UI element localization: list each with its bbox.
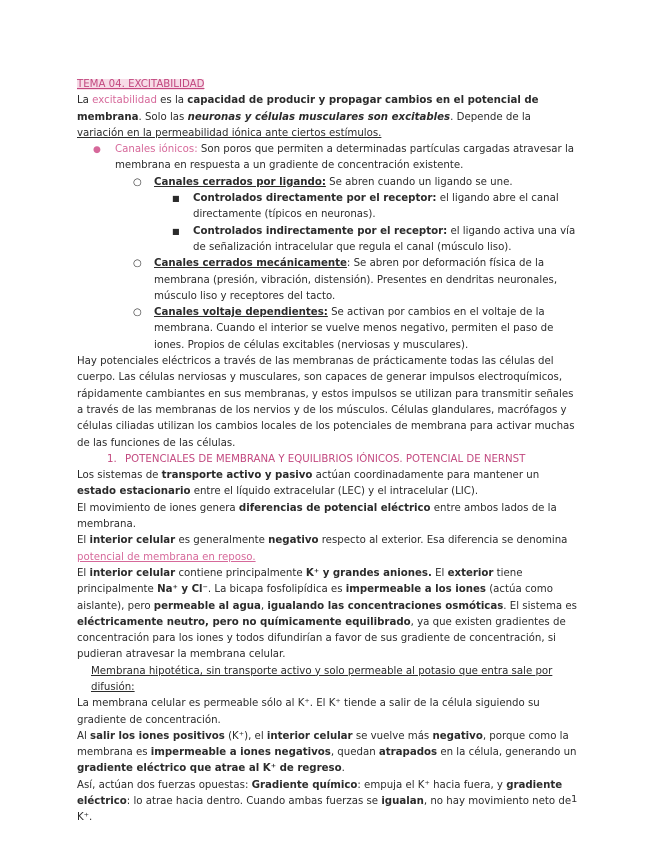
page-title: TEMA 04. EXCITABILIDAD	[77, 79, 205, 90]
bullet-circle-icon: ○	[133, 258, 142, 270]
paragraph-potenciales: Hay potenciales eléctricos a través de las membranas de prácticamente todas las células del cuerpo. Las células nerviosas y musculares, son capaces de generar impulsos electroquímicos, rápidamente cambiantes en sus membranas, y estos impulsos se utilizan para transmitir señales a través de las membranas de los nervios y de los músculos. Células glandulares, macrófagos y células ciliadas utilizan los cambios locales de los potenciales de membrana para activar muchas de las funciones de las células.	[77, 356, 575, 449]
intro-paragraph: La excitabilidad es la capacidad de producir y propagar cambios en el potencial de membrana. Solo las neuronas y células musculares son excitables. Depende de la variación en la permeabilidad iónica ante ciertos estímulos.	[77, 95, 539, 139]
paragraph-interior: El interior celular es generalmente negativo respecto al exterior. Esa diferencia se denomina potencial de membrana en reposo.	[77, 535, 568, 563]
bullet-square-icon: ■	[172, 226, 180, 236]
section-heading-1: 1. POTENCIALES DE MEMBRANA Y EQUILIBRIOS IÓNICOS. POTENCIAL DE NERNST	[107, 453, 526, 465]
document-page	[77, 77, 577, 827]
list-item-indirecto: ■ Controlados indirectamente por el receptor: el ligando activa una vía de señalización intracelular que regula el canal (músculo liso).	[172, 225, 576, 253]
bullet-circle-icon: ○	[133, 307, 142, 319]
list-item-canales-ionicos: ● Canales iónicos: Son poros que permiten a determinadas partículas cargadas atravesar la membrana en respuesta a un gradiente de concentración existente.	[93, 144, 575, 172]
bullet-circle-icon: ○	[133, 176, 142, 188]
paragraph-permeable-k: La membrana celular es permeable sólo al K⁺. El K⁺ tiende a salir de la célula siguiendo su gradiente de concentración.	[77, 698, 540, 726]
paragraph-fuerzas: Así, actúan dos fuerzas opuestas: Gradiente químico: empuja el K⁺ hacia fuera, y gradiente eléctrico: lo atrae hacia dentro. Cuando ambas fuerzas se igualan, no hay movimiento neto de K⁺.	[77, 779, 572, 824]
paragraph-movimiento: El movimiento de iones genera diferencias de potencial eléctrico entre ambos lados de la membrana.	[77, 502, 557, 531]
bullet-disc-icon: ●	[93, 145, 101, 156]
page-number: 1	[571, 794, 578, 805]
paragraph-transporte: Los sistemas de transporte activo y pasivo actúan coordinadamente para mantener un estado estacionario entre el líquido extracelular (LEC) y el intracelular (LIC).	[77, 470, 540, 498]
paragraph-composicion: El interior celular contiene principalmente K⁺ y grandes aniones. El exterior tiene principalmente Na⁺ y Cl⁻. La bicapa fosfolipídica es impermeable a los iones (actúa como aislante), pero permeable al agua, igualando las concentraciones osmóticas. El sistema es eléctricamente neutro, pero no químicamente equilibrado, ya que existen gradientes de concentración para los iones y todos difundirían a favor de sus gradiente de concentración, si pudieran atravesar la membrana celular.	[77, 567, 577, 661]
paragraph-salir-iones: Al salir los iones positivos (K⁺), el interior celular se vuelve más negativo, porque como la membrana es impermeable a iones negativos, quedan atrapados en la célula, generando un gradiente eléctrico que atrae al K⁺ de regreso.	[77, 730, 577, 775]
list-item-directo: ■ Controlados directamente por el receptor: el ligando abre el canal directamente (típicos en neuronas).	[172, 193, 559, 221]
list-item-mecanico: ○ Canales cerrados mecánicamente: Se abren por deformación física de la membrana (presión, vibración, distensión). Presentes en dendritas neuronales, músculo liso y receptores del tacto.	[133, 258, 558, 302]
bullet-square-icon: ■	[172, 194, 180, 204]
list-item-voltaje: ○ Canales voltaje dependientes: Se activan por cambios en el voltaje de la membrana. Cuando el interior se vuelve menos negativo, permiten el paso de iones. Propios de células excitables (nerviosas y musculares).	[133, 307, 554, 351]
list-item-ligando: ○ Canales cerrados por ligando: Se abren cuando un ligando se une.	[77, 175, 577, 191]
hypothetical-membrane-heading: Membrana hipotética, sin transporte activo y solo permeable al potasio que entra sale por difusión:	[91, 665, 553, 693]
